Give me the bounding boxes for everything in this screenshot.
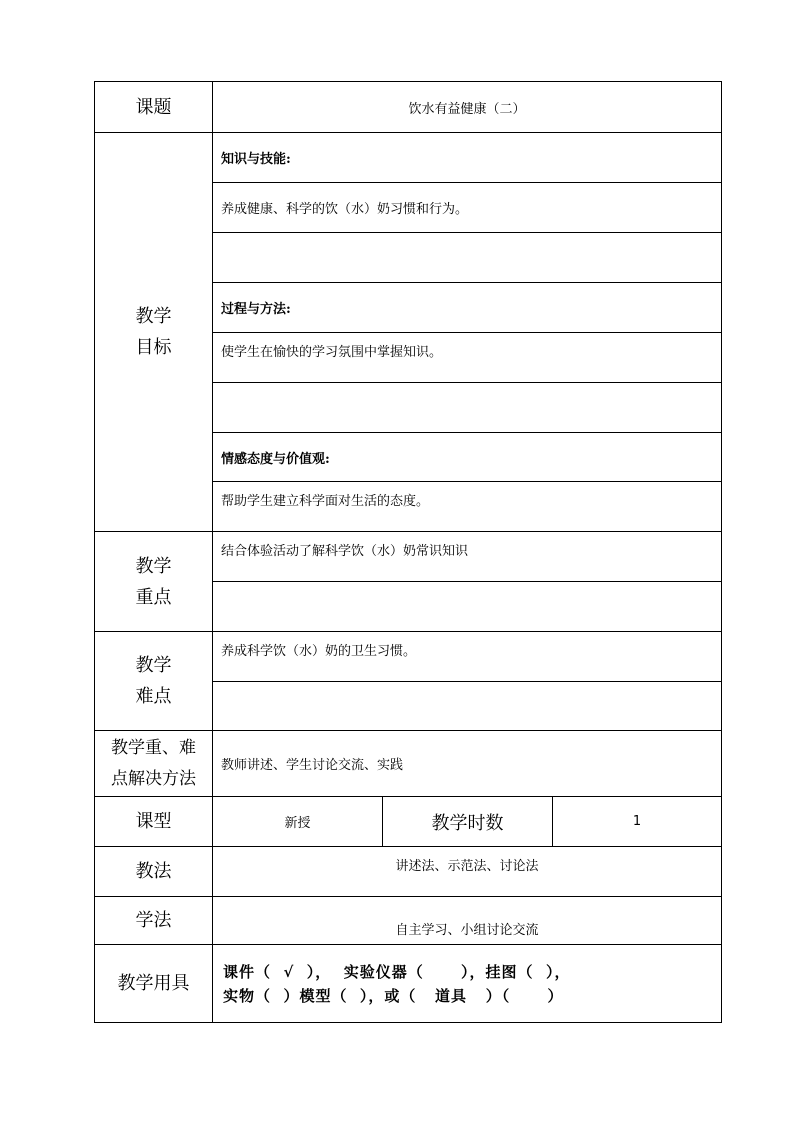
knowledge-heading: 知识与技能: bbox=[213, 133, 722, 183]
process-text: 使学生在愉快的学习氛围中掌握知识。 bbox=[213, 333, 722, 383]
key-points-label-line1: 教学 bbox=[135, 555, 172, 577]
objectives-label bbox=[95, 133, 213, 532]
row-teaching-method bbox=[95, 847, 722, 897]
topic-value: 饮水有益健康（二） bbox=[213, 82, 722, 133]
solution-label bbox=[95, 731, 213, 797]
difficulties-label-line2: 难点 bbox=[135, 686, 172, 707]
row-solution bbox=[95, 731, 722, 797]
blank-cell bbox=[213, 582, 722, 632]
teaching-method-label: 教法 bbox=[95, 847, 213, 897]
difficulties-text: 养成科学饮（水）奶的卫生习惯。 bbox=[213, 632, 722, 682]
lesson-type-label: 课型 bbox=[95, 797, 213, 847]
row-topic bbox=[95, 82, 722, 133]
objectives-label-line2: 目标 bbox=[135, 337, 172, 358]
tools-line-2: 实物（ ）模型（ ），或（ 道具 ）（ ） bbox=[223, 986, 564, 1005]
lesson-plan-table bbox=[94, 81, 722, 1023]
lesson-type-value: 新授 bbox=[213, 797, 383, 847]
row-key-points bbox=[95, 532, 722, 582]
tools-label: 教学用具 bbox=[95, 945, 213, 1023]
emotion-heading: 情感态度与价值观: bbox=[213, 433, 722, 482]
key-points-text: 结合体验活动了解科学饮（水）奶常识知识 bbox=[213, 532, 722, 582]
learning-method-label: 学法 bbox=[95, 897, 213, 945]
teaching-hours-value: 1 bbox=[553, 797, 722, 847]
teaching-method-value: 讲述法、示范法、讨论法 bbox=[213, 847, 722, 897]
solution-label-line1: 教学重、难 bbox=[111, 737, 196, 758]
row-difficulties bbox=[95, 632, 722, 682]
topic-label: 课题 bbox=[95, 82, 213, 133]
teaching-hours-label: 教学时数 bbox=[383, 797, 553, 847]
row-learning-method bbox=[95, 897, 722, 945]
blank-cell bbox=[213, 383, 722, 433]
solution-text: 教师讲述、学生讨论交流、实践 bbox=[213, 731, 722, 797]
knowledge-text: 养成健康、科学的饮（水）奶习惯和行为。 bbox=[213, 183, 722, 233]
emotion-text: 帮助学生建立科学面对生活的态度。 bbox=[213, 482, 722, 532]
difficulties-label bbox=[95, 632, 213, 731]
row-knowledge-heading bbox=[95, 133, 722, 183]
process-heading: 过程与方法: bbox=[213, 283, 722, 333]
key-points-label-line2: 重点 bbox=[135, 586, 172, 608]
row-tools bbox=[95, 945, 722, 1023]
difficulties-label-line1: 教学 bbox=[135, 655, 172, 676]
tools-content bbox=[213, 945, 722, 1023]
objectives-label-line1: 教学 bbox=[135, 306, 172, 327]
blank-cell bbox=[213, 682, 722, 731]
learning-method-value: 自主学习、小组讨论交流 bbox=[213, 897, 722, 945]
solution-label-line2: 点解决方法 bbox=[111, 768, 196, 789]
row-lesson-type bbox=[95, 797, 722, 847]
blank-cell bbox=[213, 233, 722, 283]
key-points-label bbox=[95, 532, 213, 632]
tools-line-1: 课件（ √ ）， 实验仪器（ ），挂图（ ）， bbox=[223, 962, 571, 981]
